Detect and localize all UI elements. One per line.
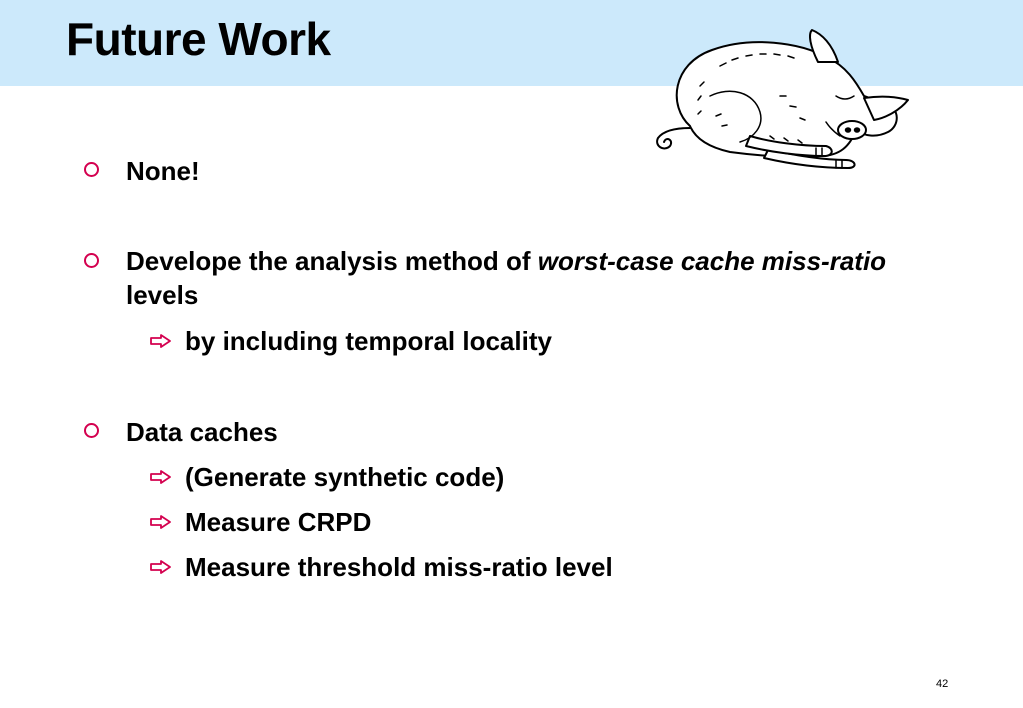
bullet-text: by including temporal locality (185, 326, 552, 356)
sub-bullet-measure-crpd (185, 505, 945, 539)
sleeping-pig-illustration (650, 26, 918, 172)
bullet-text-italic: worst-case cache miss-ratio (537, 246, 887, 276)
circle-bullet-icon (84, 162, 99, 177)
bullet-text: Measure CRPD (185, 507, 372, 537)
bullet-none (126, 154, 926, 188)
bullet-text: Data caches (126, 417, 278, 447)
bullet-analysis-method (126, 244, 916, 312)
bullet-text: (Generate synthetic code) (185, 462, 505, 492)
sub-bullet-temporal-locality (185, 324, 945, 358)
bullet-text: Develope the analysis method of (126, 246, 538, 276)
sub-bullet-threshold-miss-ratio (185, 550, 945, 584)
arrow-bullet-icon (150, 470, 172, 484)
arrow-bullet-icon (150, 560, 172, 574)
arrow-bullet-icon (150, 515, 172, 529)
slide-title: Future Work (66, 13, 331, 65)
circle-bullet-icon (84, 253, 99, 268)
sub-bullet-synthetic-code (185, 460, 945, 494)
circle-bullet-icon (84, 423, 99, 438)
page-number: 42 (936, 678, 949, 690)
bullet-text: Measure threshold miss-ratio level (185, 552, 613, 582)
bullet-text: levels (126, 280, 199, 310)
bullet-data-caches (126, 415, 926, 449)
arrow-bullet-icon (150, 334, 172, 348)
bullet-text: None! (126, 156, 200, 186)
